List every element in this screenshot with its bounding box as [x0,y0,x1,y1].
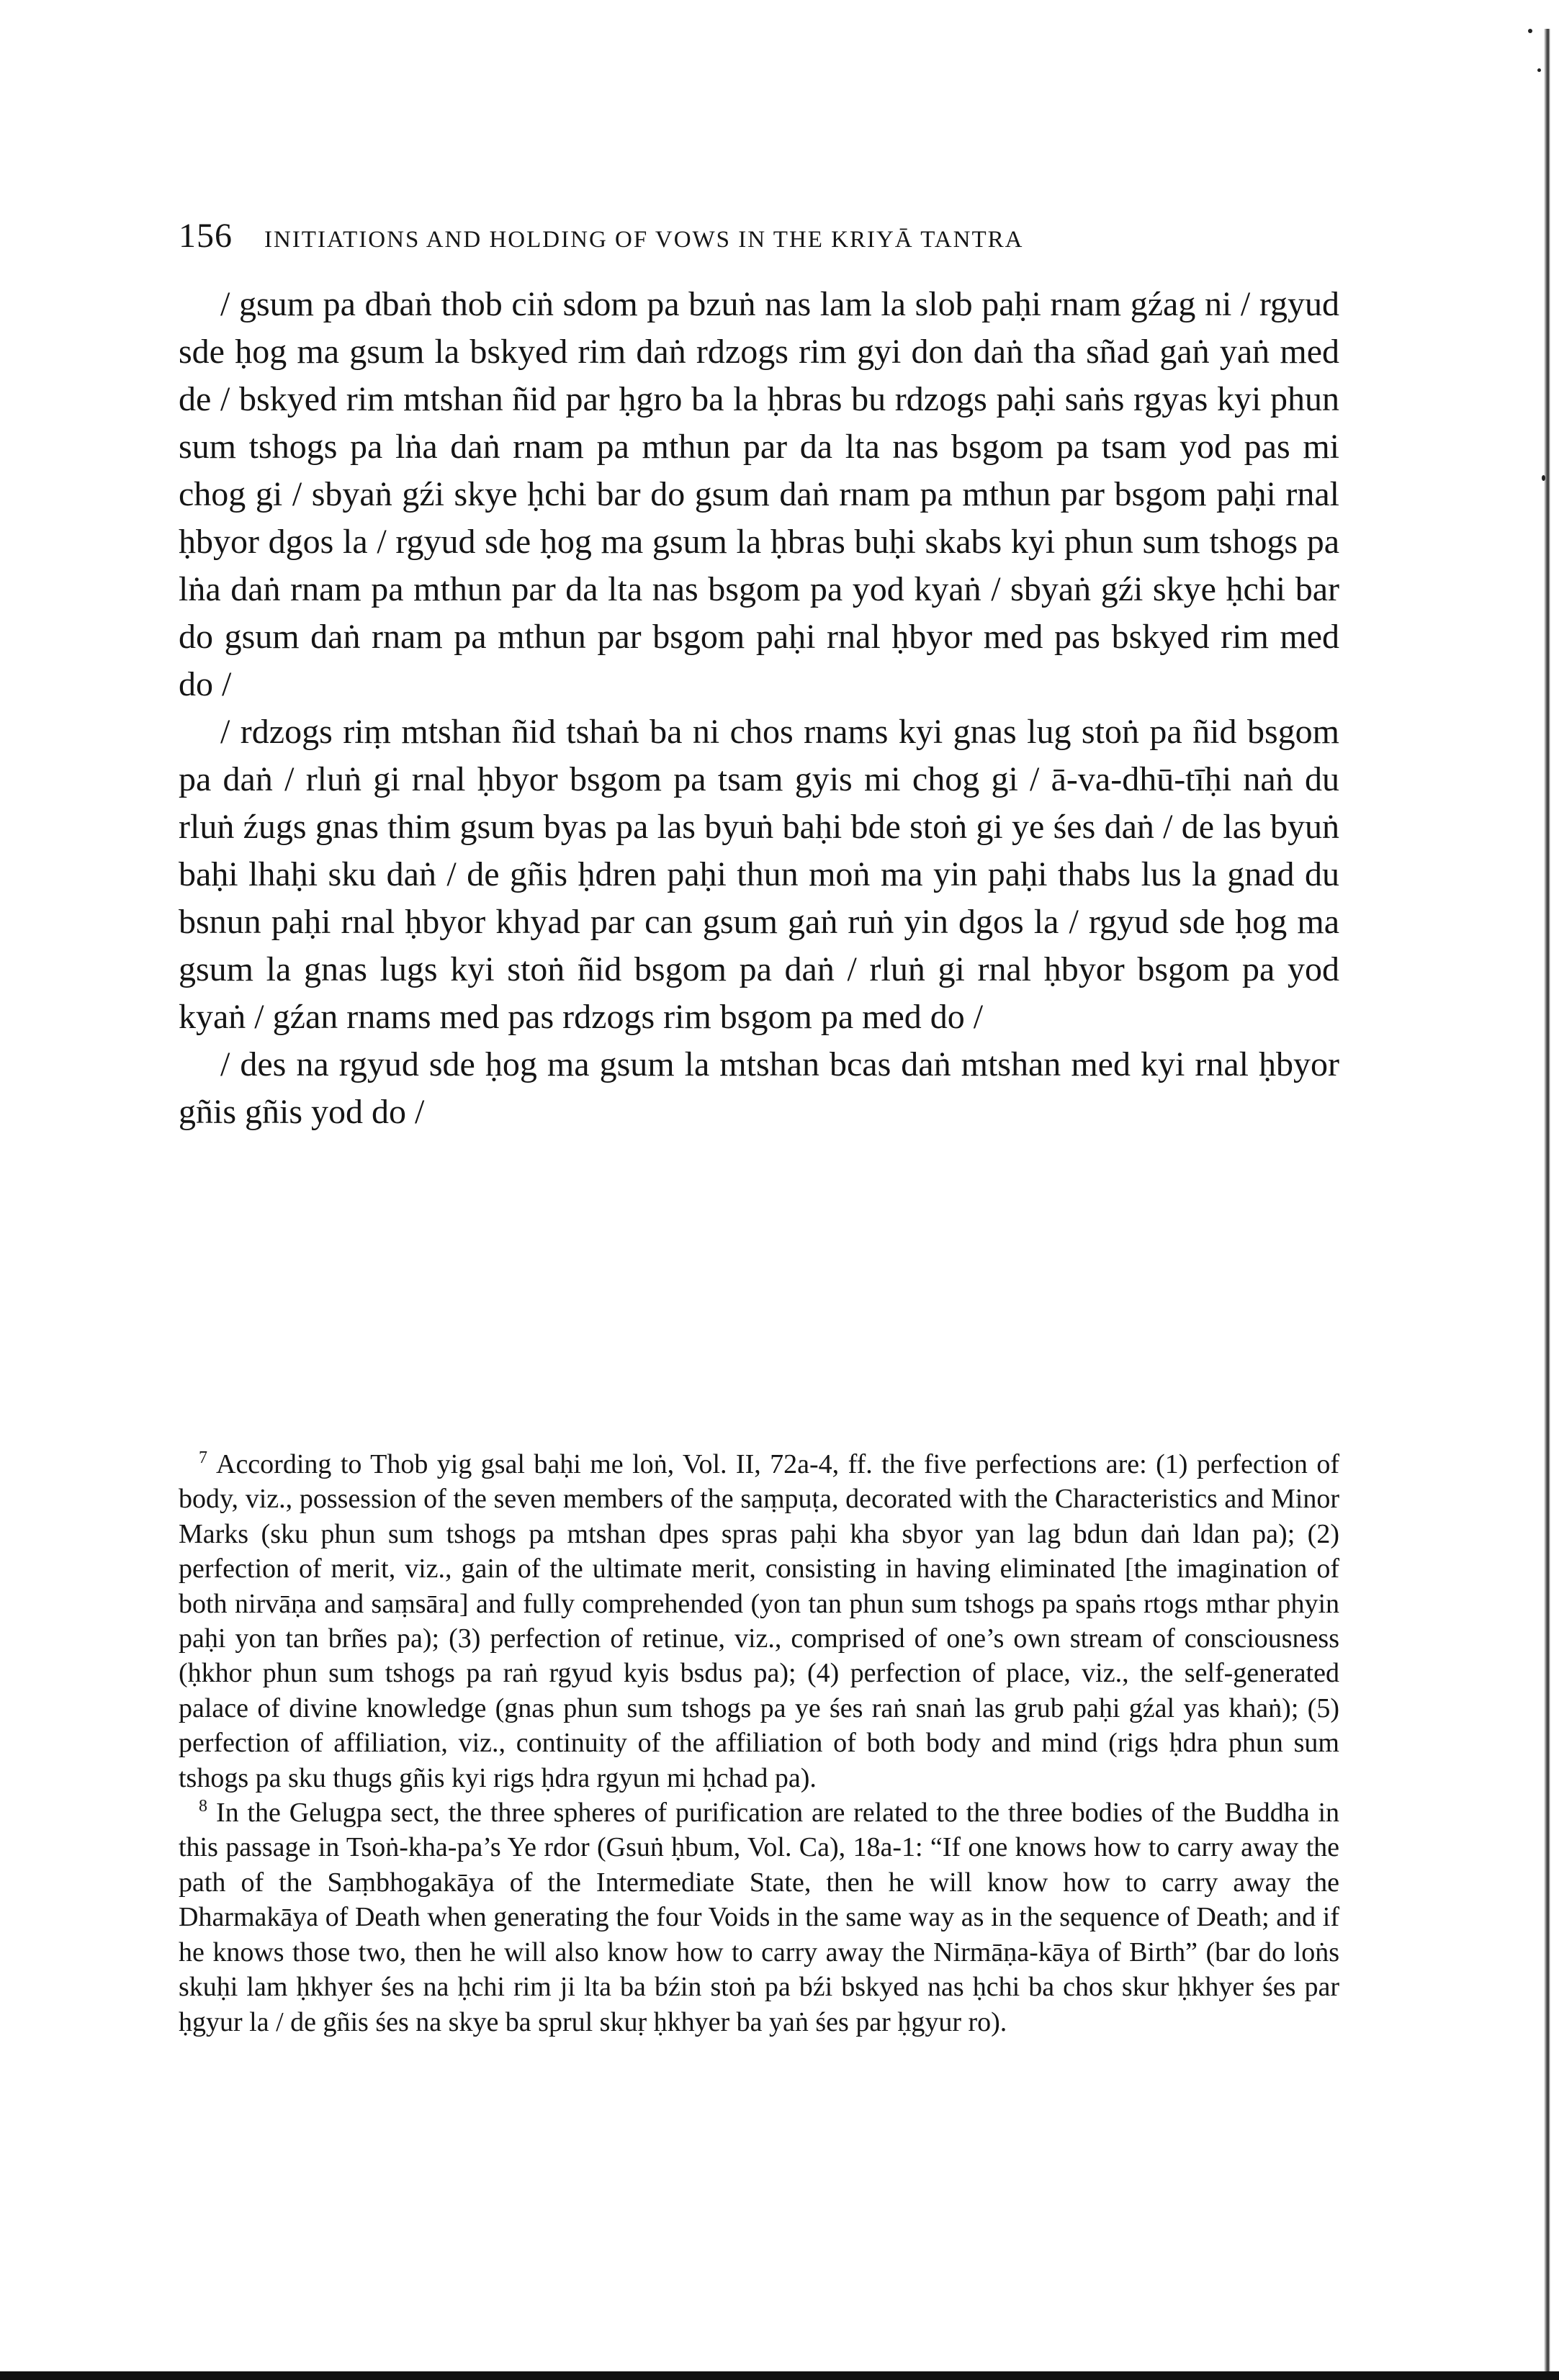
scan-speck [1542,475,1545,481]
footnotes [179,1447,1339,2039]
footnote-text: According to Thob yig gsal baḥi me loṅ, Vol. II, 72a-4, ff. the five perfections are: (1) perfection of body, viz., possession of the seven members of the saṃpuṭa, decorated with the Characteristics and Minor Marks (sku phun sum tshogs pa mtshan dpes spras paḥi kha sbyor yan lag bdun daṅ ldan pa); (2) perfection of merit, viz., gain of the ultimate merit, consisting in having eliminated [the imagination of both nirvāṇa and saṃsāra] and fully comprehended (yon tan phun sum tshogs pa spaṅs rtogs mthar phyin paḥi yon tan brñes pa); (3) perfection of retinue, viz., comprised of one’s own stream of consciousness (ḥkhor phun sum tshogs pa raṅ rgyud kyis bsdus pa); (4) perfection of place, viz., the self-generated palace of divine knowledge (gnas phun sum tshogs pa ye śes raṅ snaṅ las grub paḥi gźal yas khaṅ); (5) perfection of affiliation, viz., continuity of the affiliation of both body and mind (rigs ḥdra phun sum tshogs pa sku thugs gñis kyi rigs ḥdra rgyun mi ḥchad pa). [179,1449,1339,1793]
main-text [179,281,1339,1136]
body-paragraph: / gsum pa dbaṅ thob ciṅ sdom pa bzuṅ nas lam la slob paḥi rnam gźag ni / rgyud sde ḥog ma gsum la bskyed rim daṅ rdzogs rim gyi don daṅ tha sñad gaṅ yaṅ med de / bskyed rim mtshan ñid par ḥgro ba la ḥbras bu rdzogs paḥi saṅs rgyas kyi phun sum tshogs pa lṅa daṅ rnam pa mthun par da lta nas bsgom pa tsam yod pas mi chog gi / sbyaṅ gźi skye ḥchi bar do gsum daṅ rnam pa mthun par bsgom paḥi rnal ḥbyor dgos la / rgyud sde ḥog ma gsum la ḥbras buḥi skabs kyi phun sum tshogs pa lṅa daṅ rnam pa mthun par da lta nas bsgom pa yod kyaṅ / sbyaṅ gźi skye ḥchi bar do gsum daṅ rnam pa mthun par bsgom paḥi rnal ḥbyor med pas bskyed rim med do / [179,285,1339,703]
footnote-marker: 8 [199,1797,207,1816]
scan-bottom-edge [0,2371,1559,2380]
footnote-marker: 7 [199,1448,207,1468]
page-number: 156 [179,217,233,255]
footnote-text: In the Gelugpa sect, the three spheres of purification are related to the three bodies of the Buddha in this passage in Tsoṅ-kha-pa’s Ye rdor (Gsuṅ ḥbum, Vol. Ca), 18a-1: “If one knows how to carry away the path of the Saṃbhogakāya of the Intermediate State, then he will know how to carry away the Dharmakāya of Death when generating the four Voids in the same way as in the sequence of Death; and if he knows those two, then he will also know how to carry away the Nirmāṇa-kāya of Birth” (bar do loṅs skuḥi lam ḥkhyer śes na ḥchi rim ji lta ba bźin stoṅ pa bźi bskyed nas ḥchi ba chos skur ḥkhyer śes par ḥgyur la / de gñis śes na skye ba sprul skuṛ ḥkhyer ba yaṅ śes par ḥgyur ro). [179,1798,1339,2037]
footnote [179,1447,1339,1795]
running-title: INITIATIONS AND HOLDING OF VOWS IN THE KRIYĀ TANTRA [264,227,1024,253]
footnote [179,1795,1339,2039]
body-paragraph: / des na rgyud sde ḥog ma gsum la mtshan bcas daṅ mtshan med kyi rnal ḥbyor gñis gñis yod do / [179,1045,1339,1131]
scan-speck [1528,29,1532,33]
body-paragraph: / rdzogs riṃ mtshan ñid tshaṅ ba ni chos rnams kyi gnas lug stoṅ pa ñid bsgom pa daṅ / rluṅ gi rnal ḥbyor bsgom pa tsam gyis mi chog gi / ā-va-dhū-tīḥi naṅ du rluṅ źugs gnas thim gsum byas pa las byuṅ baḥi bde stoṅ gi ye śes daṅ / de las byuṅ baḥi lhaḥi sku daṅ / de gñis ḥdren paḥi thun moṅ ma yin paḥi thabs lus la gnad du bsnun paḥi rnal ḥbyor khyad par can gsum gaṅ ruṅ yin dgos la / rgyud sde ḥog ma gsum la gnas lugs kyi stoṅ ñid bsgom pa daṅ / rluṅ gi rnal ḥbyor bsgom pa yod kyaṅ / gźan rnams med pas rdzogs rim bsgom pa med do / [179,713,1339,1036]
scan-speck [1537,68,1541,72]
running-head [179,216,1403,256]
scan-edge-shadow [1544,29,1550,2376]
